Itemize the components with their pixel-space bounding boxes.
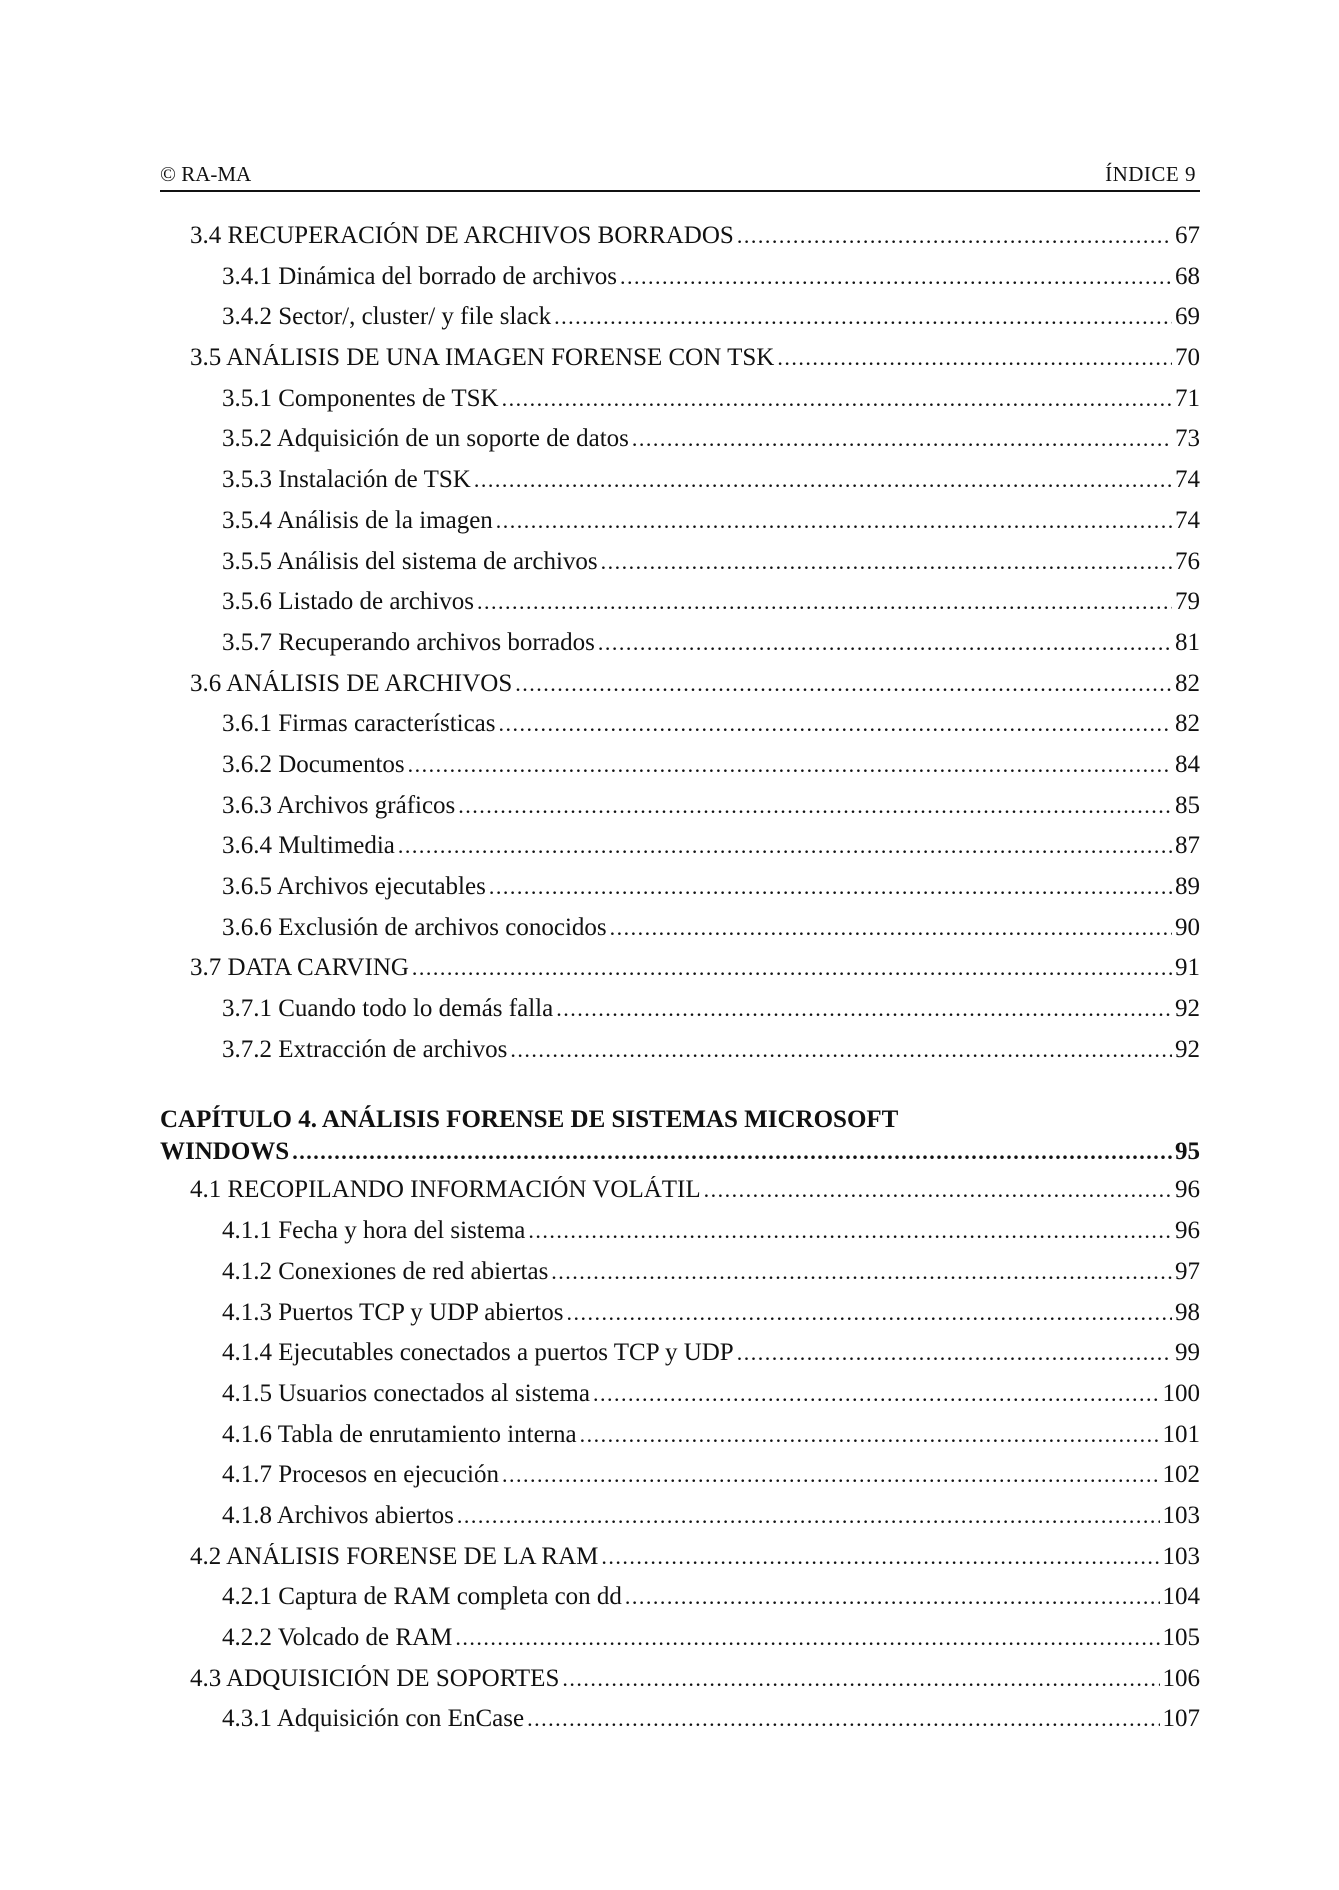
dot-leader xyxy=(598,630,1172,656)
toc-subsection-entry[interactable] xyxy=(160,507,1200,548)
toc-entry-title: 3.5.2 Adquisición de un soporte de datos xyxy=(222,425,629,453)
toc-subsection-entry[interactable] xyxy=(160,1461,1200,1502)
toc-entry-page-number: 87 xyxy=(1175,832,1200,860)
dot-leader xyxy=(737,223,1172,249)
toc-subsection-entry[interactable] xyxy=(160,425,1200,466)
toc-entry-page-number: 107 xyxy=(1162,1705,1200,1733)
dot-leader xyxy=(593,1381,1160,1407)
toc-subsection-entry[interactable] xyxy=(160,303,1200,344)
toc-entry-title: 3.7.2 Extracción de archivos xyxy=(222,1035,508,1063)
dot-leader xyxy=(601,549,1172,575)
table-of-contents xyxy=(160,222,1200,1746)
toc-entry-title: 3.5.6 Listado de archivos xyxy=(222,588,475,616)
toc-entry-page-number: 100 xyxy=(1162,1379,1200,1407)
toc-entry-page-number: 101 xyxy=(1162,1420,1200,1448)
dot-leader xyxy=(554,304,1172,330)
toc-entry-title: 4.1.3 Puertos TCP y UDP abiertos xyxy=(222,1298,564,1326)
toc-entry-page-number: 105 xyxy=(1162,1624,1200,1651)
toc-entry-title: 4.1.2 Conexiones de red abiertas xyxy=(222,1257,549,1285)
running-title: ÍNDICE 9 xyxy=(1105,162,1196,186)
toc-entry-page-number: 102 xyxy=(1162,1461,1200,1489)
dot-leader xyxy=(499,711,1172,737)
toc-entry-title: 3.6.4 Multimedia xyxy=(222,832,395,860)
toc-entry-title: 4.3.1 Adquisición con EnCase xyxy=(222,1705,525,1733)
toc-entry-page-number: 103 xyxy=(1162,1542,1200,1570)
toc-entry-title: 4.1.4 Ejecutables conectados a puertos TCP y UDP xyxy=(222,1339,734,1367)
dot-leader xyxy=(412,955,1172,981)
toc-subsection-entry[interactable] xyxy=(160,1421,1200,1462)
toc-subsection-entry[interactable] xyxy=(160,385,1200,426)
toc-entry-title: 3.6.1 Firmas características xyxy=(222,710,496,738)
toc-entry-title: 4.1.8 Archivos abiertos xyxy=(222,1501,454,1529)
dot-leader xyxy=(625,1584,1160,1610)
dot-leader xyxy=(610,915,1172,941)
toc-entry-page-number: 92 xyxy=(1175,1035,1200,1063)
dot-leader xyxy=(515,671,1172,697)
toc-entry-title: 3.5.7 Recuperando archivos borrados xyxy=(222,628,595,656)
toc-subsection-entry[interactable] xyxy=(160,1339,1200,1380)
dot-leader xyxy=(458,793,1172,819)
toc-entry-title: 4.1.5 Usuarios conectados al sistema xyxy=(222,1379,590,1407)
dot-leader xyxy=(496,508,1172,534)
toc-entry-page-number: 76 xyxy=(1175,547,1200,575)
toc-section-entry[interactable] xyxy=(160,1543,1200,1584)
toc-entry-title: 3.4 RECUPERACIÓN DE ARCHIVOS BORRADOS xyxy=(190,222,734,249)
toc-section-entry[interactable] xyxy=(160,1665,1200,1706)
toc-entry-title: 4.3 ADQUISICIÓN DE SOPORTES xyxy=(190,1664,560,1692)
toc-section-entry[interactable] xyxy=(160,222,1200,263)
toc-section-chapter-4 xyxy=(160,1176,1200,1746)
toc-entry-title: 3.5.1 Componentes de TSK xyxy=(222,384,499,412)
toc-subsection-entry[interactable] xyxy=(160,751,1200,792)
dot-leader xyxy=(551,1259,1172,1285)
toc-entry-page-number: 96 xyxy=(1175,1176,1200,1204)
dot-leader xyxy=(292,1139,1172,1165)
toc-entry-page-number: 67 xyxy=(1175,222,1200,249)
toc-entry-page-number: 82 xyxy=(1175,710,1200,738)
toc-entry-title: 3.6 ANÁLISIS DE ARCHIVOS xyxy=(190,669,513,697)
toc-section-entry[interactable] xyxy=(160,670,1200,711)
chapter-heading[interactable] xyxy=(160,1102,1200,1176)
toc-entry-title: 4.1.1 Fecha y hora del sistema xyxy=(222,1217,526,1245)
toc-entry-page-number: 69 xyxy=(1175,303,1200,331)
dot-leader xyxy=(632,426,1172,452)
dot-leader xyxy=(566,1300,1172,1326)
toc-entry-page-number: 73 xyxy=(1175,425,1200,453)
toc-subsection-entry[interactable] xyxy=(160,1583,1200,1624)
toc-subsection-entry[interactable] xyxy=(160,263,1200,304)
toc-subsection-entry[interactable] xyxy=(160,1299,1200,1340)
dot-leader xyxy=(510,1037,1172,1063)
toc-entry-page-number: 81 xyxy=(1175,628,1200,656)
toc-entry-page-number: 103 xyxy=(1162,1501,1200,1529)
toc-entry-page-number: 85 xyxy=(1175,791,1200,819)
toc-subsection-entry[interactable] xyxy=(160,1380,1200,1421)
chapter-title-line-1: CAPÍTULO 4. ANÁLISIS FORENSE DE SISTEMAS MICROSOFT xyxy=(160,1106,899,1134)
toc-subsection-entry[interactable] xyxy=(160,1705,1200,1746)
dot-leader xyxy=(477,589,1172,615)
toc-section-entry[interactable] xyxy=(160,1176,1200,1217)
toc-entry-title: 3.6.3 Archivos gráficos xyxy=(222,791,456,819)
toc-subsection-entry[interactable] xyxy=(160,995,1200,1036)
toc-entry-page-number: 99 xyxy=(1175,1339,1200,1367)
toc-entry-page-number: 91 xyxy=(1175,954,1200,982)
toc-entry-page-number: 89 xyxy=(1175,873,1200,900)
toc-subsection-entry[interactable] xyxy=(160,629,1200,670)
toc-entry-title: 3.5 ANÁLISIS DE UNA IMAGEN FORENSE CON TSK xyxy=(190,344,775,372)
toc-entry-title: 3.5.4 Análisis de la imagen xyxy=(222,506,493,534)
toc-entry-page-number: 106 xyxy=(1162,1664,1200,1692)
toc-entry-title: 3.5.3 Instalación de TSK xyxy=(222,466,471,494)
toc-entry-title: 3.4.2 Sector/, cluster/ y file slack xyxy=(222,303,552,331)
toc-entry-page-number: 92 xyxy=(1175,995,1200,1023)
toc-entry-title: 3.6.5 Archivos ejecutables xyxy=(222,873,486,900)
toc-entry-title: 4.2.1 Captura de RAM completa con dd xyxy=(222,1583,622,1611)
toc-entry-title: 3.6.6 Exclusión de archivos conocidos xyxy=(222,913,607,941)
toc-entry-title: 4.1.6 Tabla de enrutamiento interna xyxy=(222,1420,577,1448)
dot-leader xyxy=(562,1666,1159,1692)
toc-section-entry[interactable] xyxy=(160,344,1200,385)
dot-leader xyxy=(455,1625,1159,1651)
toc-entry-title: 3.6.2 Documentos xyxy=(222,750,405,778)
toc-entry-page-number: 82 xyxy=(1175,669,1200,697)
publisher-mark: © RA-MA xyxy=(160,162,252,186)
dot-leader xyxy=(556,996,1172,1022)
dot-leader xyxy=(737,1340,1172,1366)
chapter-page-number: 95 xyxy=(1175,1138,1200,1166)
toc-entry-page-number: 70 xyxy=(1175,344,1200,372)
toc-entry-page-number: 68 xyxy=(1175,262,1200,290)
toc-subsection-entry[interactable] xyxy=(160,1258,1200,1299)
toc-entry-page-number: 90 xyxy=(1175,913,1200,941)
toc-subsection-entry[interactable] xyxy=(160,873,1200,914)
dot-leader xyxy=(777,345,1172,371)
dot-leader xyxy=(580,1422,1160,1448)
toc-subsection-entry[interactable] xyxy=(160,792,1200,833)
toc-entry-title: 4.2 ANÁLISIS FORENSE DE LA RAM xyxy=(190,1542,599,1570)
dot-leader xyxy=(601,1544,1159,1570)
toc-entry-page-number: 96 xyxy=(1175,1217,1200,1245)
toc-entry-page-number: 97 xyxy=(1175,1257,1200,1285)
toc-entry-title: 4.1 RECOPILANDO INFORMACIÓN VOLÁTIL xyxy=(190,1176,701,1204)
toc-entry-title: 3.5.5 Análisis del sistema de archivos xyxy=(222,547,598,575)
toc-entry-page-number: 71 xyxy=(1175,384,1200,412)
dot-leader xyxy=(489,874,1172,900)
toc-section-chapter-3 xyxy=(160,222,1200,1076)
toc-entry-page-number: 74 xyxy=(1175,506,1200,534)
toc-subsection-entry[interactable] xyxy=(160,1502,1200,1543)
toc-subsection-entry[interactable] xyxy=(160,710,1200,751)
dot-leader xyxy=(527,1706,1159,1732)
toc-subsection-entry[interactable] xyxy=(160,1624,1200,1665)
toc-entry-page-number: 79 xyxy=(1175,588,1200,616)
dot-leader xyxy=(457,1503,1160,1529)
toc-subsection-entry[interactable] xyxy=(160,1036,1200,1077)
toc-entry-page-number: 104 xyxy=(1162,1583,1200,1611)
toc-entry-title: 3.4.1 Dinámica del borrado de archivos xyxy=(222,262,618,290)
chapter-title-line-2-row xyxy=(160,1138,1200,1176)
page-header xyxy=(160,160,1200,192)
toc-section-entry[interactable] xyxy=(160,954,1200,995)
toc-subsection-entry[interactable] xyxy=(160,548,1200,589)
dot-leader xyxy=(528,1218,1172,1244)
dot-leader xyxy=(502,1462,1159,1488)
dot-leader xyxy=(620,264,1172,290)
toc-subsection-entry[interactable] xyxy=(160,832,1200,873)
dot-leader xyxy=(398,833,1172,859)
toc-entry-page-number: 84 xyxy=(1175,750,1200,778)
dot-leader xyxy=(408,752,1172,778)
toc-subsection-entry[interactable] xyxy=(160,914,1200,955)
toc-entry-title: 3.7 DATA CARVING xyxy=(190,954,409,982)
toc-entry-page-number: 98 xyxy=(1175,1298,1200,1326)
dot-leader xyxy=(474,467,1172,493)
toc-entry-title: 4.1.7 Procesos en ejecución xyxy=(222,1461,500,1489)
toc-subsection-entry[interactable] xyxy=(160,466,1200,507)
toc-subsection-entry[interactable] xyxy=(160,588,1200,629)
toc-subsection-entry[interactable] xyxy=(160,1217,1200,1258)
chapter-title-line-2: WINDOWS xyxy=(160,1138,290,1166)
toc-entry-title: 4.2.2 Volcado de RAM xyxy=(222,1624,453,1651)
toc-entry-title: 3.7.1 Cuando todo lo demás falla xyxy=(222,995,554,1023)
dot-leader xyxy=(502,386,1172,412)
toc-entry-page-number: 74 xyxy=(1175,466,1200,494)
dot-leader xyxy=(704,1177,1172,1203)
